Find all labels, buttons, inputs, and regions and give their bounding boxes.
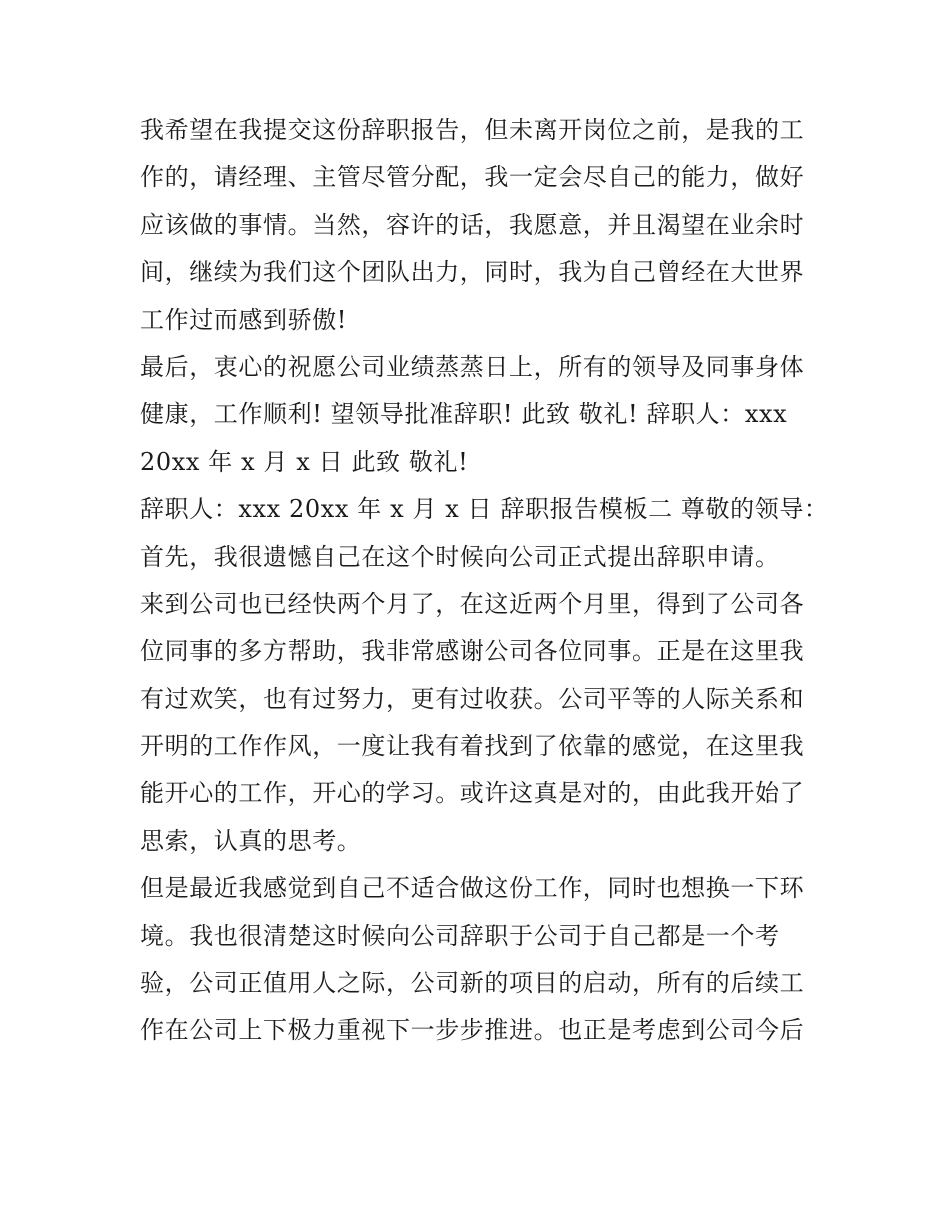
- text-line: 来到公司也已经快两个月了，在这近两个月里，得到了公司各: [140, 589, 805, 618]
- text-line: 最后，衷心的祝愿公司业绩蒸蒸日上，所有的领导及同事身体: [140, 352, 805, 381]
- text-line: 但是最近我感觉到自己不适合做这份工作，同时也想换一下环: [140, 874, 805, 903]
- text-line: 验，公司正值用人之际，公司新的项目的启动，所有的后续工: [140, 969, 805, 998]
- text-line: 位同事的多方帮助，我非常感谢公司各位同事。正是在这里我: [140, 637, 805, 666]
- text-line: 工作过而感到骄傲!: [140, 305, 348, 334]
- text-line: 首先，我很遗憾自己在这个时候向公司正式提出辞职申请。: [140, 542, 780, 571]
- text-line: 思索，认真的思考。: [140, 826, 362, 855]
- text-line: 作的，请经理、主管尽管分配，我一定会尽自己的能力，做好: [140, 163, 805, 192]
- text-line: 20xx 年 x 月 x 日 此致 敬礼!: [140, 447, 469, 476]
- text-line: 作在公司上下极力重视下一步步推进。也正是考虑到公司今后: [140, 1016, 805, 1045]
- text-line: 能开心的工作，开心的学习。或许这真是对的，由此我开始了: [140, 779, 805, 808]
- text-line: 境。我也很清楚这时候向公司辞职于公司于自己都是一个考: [140, 921, 780, 950]
- text-line: 健康，工作顺利! 望领导批准辞职! 此致 敬礼! 辞职人：xxx: [140, 400, 788, 429]
- text-line: 有过欢笑，也有过努力，更有过收获。公司平等的人际关系和: [140, 684, 805, 713]
- text-line: 我希望在我提交这份辞职报告，但未离开岗位之前，是我的工: [140, 116, 805, 144]
- text-line: 应该做的事情。当然，容许的话，我愿意，并且渴望在业余时: [140, 210, 805, 239]
- text-line: 辞职人：xxx 20xx 年 x 月 x 日 辞职报告模板二 尊敬的领导：: [140, 495, 829, 524]
- document-body: [140, 107, 829, 1055]
- text-line: 间，继续为我们这个团队出力，同时，我为自己曾经在大世界: [140, 258, 805, 287]
- text-line: 开明的工作作风，一度让我有着找到了依靠的感觉，在这里我: [140, 732, 805, 761]
